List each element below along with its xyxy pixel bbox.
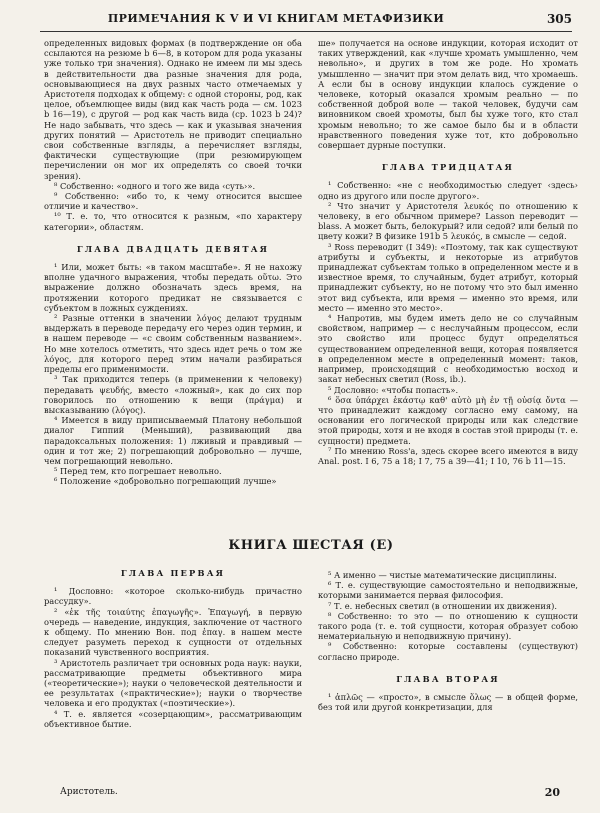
book-title: КНИГА ШЕСТАЯ (Е) [228, 538, 394, 553]
footnote: ³ Аристотель различает три основных рода наук: науки, рассматривающие предметы объективного мира («теоретические»); науки о человеческой деятельности и ее результатах («практические»); науки о творчестве человека и его продуктах («поэтические»). [44, 657, 302, 709]
footnote: ⁶ Положение «добровольно погрешающий лучше» [54, 476, 277, 487]
sheet-number: 20 [544, 786, 560, 799]
footnote: ¹ Собственно: «не с необходимостью следует ‹здесь› одно из другого или после другого». [318, 180, 578, 201]
right-column-top [318, 38, 578, 466]
footnote: ⁷ Т. е. небесных светил (в отношении их движения). [328, 600, 558, 611]
page-header [40, 12, 572, 30]
footnote: ⁹ Собственно: которые составлены (существуют) согласно природе. [318, 641, 578, 662]
paragraph: определенных видовых формах (в подтверждение он оба ссылаются на резюме b 6—8, в котором для рода указаны уже только три значения). Однако не имеем ли мы здесь в действительности два разные значения для рода, основывающиеся на двух разных часто отмечаемых у Аристотеля подходах к общему: с одной стороны, род, как целое, объемлющее виды (вид как часть рода — см. 1023 b 16—19), с другой — род как часть вида (ср. 1023 b 24)? Не надо забывать, что здесь — как и указывая значения других понятий — Аристотель не приводит специально свои собственные взгляды, а перечисляет взгляды, фактически существующие (при резюмирующем перечислении он мог их определять со своей точки зрения). [44, 38, 302, 181]
left-column-top [44, 38, 302, 487]
footnote: ¹⁰ Т. е. то, что относится к разным, «по характеру категории», областям. [44, 211, 302, 232]
footnote: ⁵ А именно — чистые математические дисциплины. [328, 570, 557, 580]
footnote: ⁵ Дословно: «чтобы попасть». [328, 384, 459, 395]
footnote: ¹ Дословно: «которое сколько-нибудь причастно рассудку». [44, 586, 302, 607]
right-column-bottom [318, 570, 578, 712]
footnote: ² «ἐκ τῆς τοιαύτης ἐπαγωγῆς». Ἐπαγωγή, в первую очередь — наведение, индукция, заключение от частного к общему. По мнению Вон. под ἐπαγ. в нашем месте следует разуметь переход к сущности от отдельных показаний чувственного восприятия. [44, 606, 302, 658]
footnote: ⁴ Имеется в виду приписываемый Платону небольшой диалог Гиппий (Меньший), развивающий два парадоксальных положения: 1) лживый и правдивый — один и тот же; 2) погрешающий добровольно — лучше, чем погрешающий невольно. [44, 415, 302, 466]
footnote: ¹ ἁπλῶς — «просто», в смысле ὅλως — в общей форме, без той или другой конкретизации, для [318, 692, 578, 713]
footnote: ² Что значит у Аристотеля λευκός по отношению к человеку, в его обычном примере? Lasson переводит — blass. А может быть, белокурый? или седой? или белый по цвету кожи? В физике 191b 5 λευκός, в смысле — седой. [318, 200, 578, 242]
chapter-heading-1: ГЛАВА ПЕРВАЯ [120, 568, 226, 578]
footnote: ⁶ ὅσα ὑπάρχει ἑκάστῳ καθ' αὑτὸ μὴ ἐν τῇ οὐσίᾳ ὄντα — что принадлежит каждому согласно ему самому, на основании его логической природы или как следствие этой природы, хотя и не входя в состав этой природы (т. е. сущности) предмета. [318, 394, 578, 446]
footnote: ⁵ Перед тем, кто погрешает невольно. [54, 466, 222, 477]
footnote: ⁸ Собственно: «одного и того же вида ‹суть›». [54, 180, 256, 191]
footnote: ⁷ По мнению Ross'а, здесь скорее всего имеются в виду Anal. post. I 6, 75 a 18; I 7, 75 a 39—41; I 10, 76 b 11—15. [318, 445, 578, 466]
left-column-bottom [44, 556, 302, 729]
header-rule [40, 31, 572, 32]
footnote: ⁴ Напротив, мы будем иметь дело не со случайным свойством, например — с неслучайным процессом, если это свойство или процесс будут определяться существованием определенной вещи, которая появляется в определенном месте в определенный момент: таков, например, происходящий с необходимостью восход и закат небесных светил (Ross, ib.). [318, 313, 578, 385]
chapter-heading-29: ГЛАВА ДВАДЦАТЬ ДЕВЯТАЯ [76, 243, 270, 254]
footnote: ⁴ Т. е. является «созерцающим», рассматривающим объективное бытие. [44, 708, 302, 729]
printer-signature: Аристотель. [60, 787, 118, 797]
footnote: ³ Ross переводит (I 349): «Поэтому, так как существуют атрибуты и субъекты, и некоторые из атрибутов принадлежат субъектам только в определенном месте и в известное время, то случайным, будет атрибут, который принадлежит субъекту, но не потому что это был именно этот вид субъекта, или время — именно это время, или место — именно это место». [318, 241, 578, 313]
chapter-heading-2: ГЛАВА ВТОРАЯ [396, 673, 500, 684]
footnote: ¹ Или, может быть: «в таком масштабе». Я не нахожу вполне удачного выражения, чтобы передать οὕτω. Это выражение должно обозначать здесь время, на протяжении которого предикат не связывается с субъектом в ложных суждениях. [44, 262, 302, 313]
running-title: ПРИМЕЧАНИЯ К V И VI КНИГАМ МЕТАФИЗИКИ [107, 12, 445, 25]
chapter-heading-30: ГЛАВА ТРИДЦАТАЯ [381, 162, 515, 173]
page-number: 305 [546, 12, 572, 26]
footnote: ⁹ Собственно: «ибо то, к чему относится высшее отличие и качество». [44, 191, 302, 212]
footnote: ³ Так приходится теперь (в применении к человеку) передавать ψευδής, вместо «ложный», как до сих пор говорилось по отношению к вещи (πράγμα) и высказыванию (λόγος). [44, 374, 302, 415]
footnote: ² Разные оттенки в значении λόγος делают трудным выдержать в переводе передачу его через один термин, и в нашем переводе — «с своим собственным названием». Но мне хотелось отметить, что здесь идет речь о том же λόγος, для которого перед этим начали разбираться пределы его применимости. [44, 313, 302, 375]
paragraph: ше» получается на основе индукции, которая исходит от таких утверждений, как «лучше хромать умышленно, чем невольно», и других в том же роде. Но хромать умышленно — значит при этом делать вид, что хромаешь. А если бы в основу индукции клалось суждение о человеке, который оказался хромым реально — по собственной доброй воле — такой человек, будучи сам виновником своей хромоты, был бы хуже того, кто стал хромым невольно; то же самое было бы и в области нравственного поведения хуже тот, кто добровольно совершает дурные поступки. [318, 38, 578, 151]
footnote: ⁶ Т. е. существующие самостоятельно и неподвижные, которыми занимается первая философия. [318, 580, 578, 601]
footnote: ⁸ Собственно: то это — по отношению к сущности такого рода (т. е. той сущности, которая образует собою нематериальную и неподвижную причину). [318, 610, 578, 642]
